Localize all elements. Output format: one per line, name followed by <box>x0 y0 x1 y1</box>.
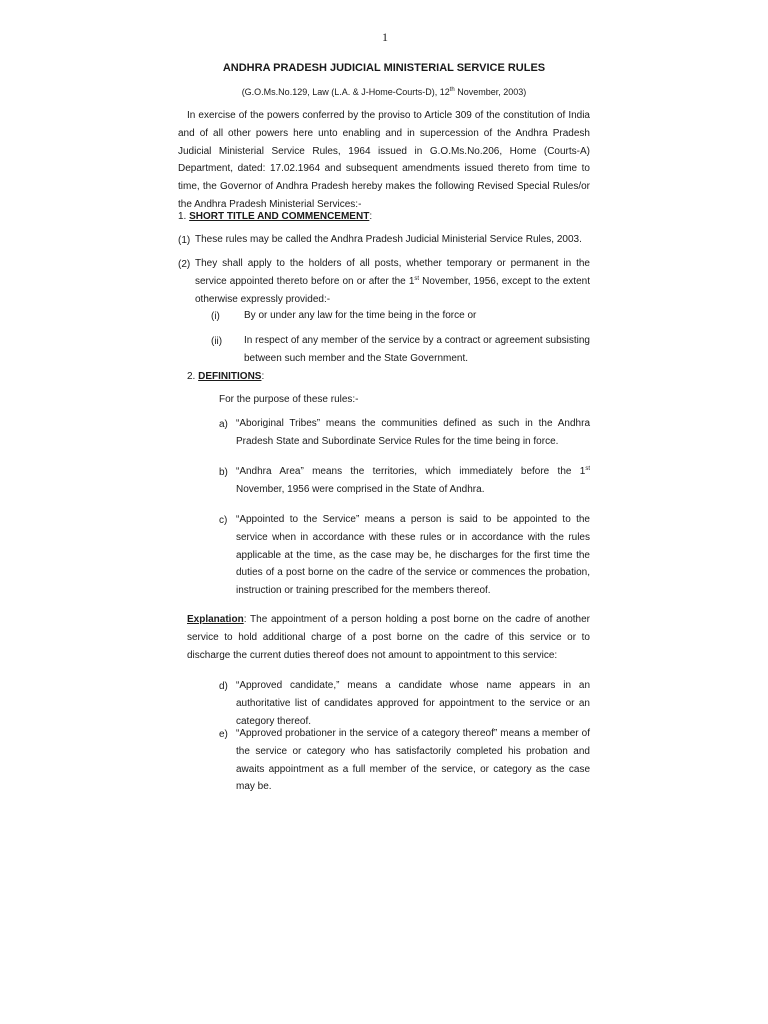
sub-clause-i-text: By or under any law for the time being in the force or <box>244 310 477 321</box>
sub-clause-i-label: (i) <box>211 311 220 322</box>
document-subtitle: (G.O.Ms.No.129, Law (L.A. & J-Home-Courts-D), 12th November, 2003) <box>241 87 527 97</box>
definition-e-label: e) <box>219 729 228 740</box>
page-number: 1 <box>382 30 388 44</box>
clause-2-label: (2) <box>178 259 191 270</box>
section-1-heading: 1. SHORT TITLE AND COMMENCEMENT: <box>178 211 373 222</box>
definition-c-text: “Appointed to the Service” means a person is said to be appointed to the service when in accordance with these rules or in accordance with the rules applicable at the time, as the case may be, he discharges for the first time the duties of a post borne on the cadre of the service or commences the probation, instruction or training prescribed for the members thereof. <box>236 514 590 597</box>
definition-d-text: “Approved candidate,” means a candidate whose name appears in an authoritative list of candidates approved for appointment to the service or an category thereof. <box>236 680 590 727</box>
sub-clause-ii-label: (ii) <box>211 336 223 347</box>
document-title: ANDHRA PRADESH JUDICIAL MINISTERIAL SERVICE RULES <box>222 62 546 74</box>
definition-a-text: “Aboriginal Tribes” means the communities defined as such in the Andhra Pradesh State and Subordinate Service Rules for the time being in force. <box>236 418 590 447</box>
definition-a-label: a) <box>219 419 228 430</box>
sub-clause-ii-text: In respect of any member of the service by a contract or agreement subsisting between such member and the State Government. <box>244 335 590 364</box>
definition-c-label: c) <box>219 515 228 526</box>
definition-e-text: “Approved probationer in the service of a category thereof” means a member of the service or category who has satisfactorily completed his probation and awaits appointment as a full member of the service, or category as the case may be. <box>236 728 590 793</box>
preamble-paragraph: In exercise of the powers conferred by the proviso to Article 309 of the constitution of India and of all other powers here unto enabling and in supercession of the Andhra Pradesh Judicial Ministerial Service Rules, 1964 issued in G.O.Ms.No.206, Home (Courts-A) Department, dated: 17.02.1964 and subsequent amendments issued thereto from time to time, the Governor of Andhra Pradesh hereby makes the following Revised Special Rules/or the Andhra Pradesh Ministerial Services:- <box>178 110 590 210</box>
explanation-paragraph: Explanation: The appointment of a person holding a post borne on the cadre of another service to hold additional charge of a post borne on the cadre of this service or to discharge the current duties thereof does not amount to appointment to this service: <box>187 614 590 661</box>
definition-d-label: d) <box>219 681 228 692</box>
definitions-intro: For the purpose of these rules:- <box>219 394 359 405</box>
definition-b-text: “Andhra Area” means the territories, which immediately before the 1st November, 1956 were comprised in the State of Andhra. <box>236 466 590 495</box>
clause-2-text: They shall apply to the holders of all posts, whether temporary or permanent in the service appointed thereto before on or after the 1st November, 1956, except to the extent otherwise expressly provided:- <box>195 258 590 305</box>
clause-1-label: (1) <box>178 235 191 246</box>
section-2-heading: 2. DEFINITIONS: <box>187 371 265 382</box>
definition-b-label: b) <box>219 467 228 478</box>
clause-1-text: These rules may be called the Andhra Pradesh Judicial Ministerial Service Rules, 2003. <box>195 234 582 245</box>
